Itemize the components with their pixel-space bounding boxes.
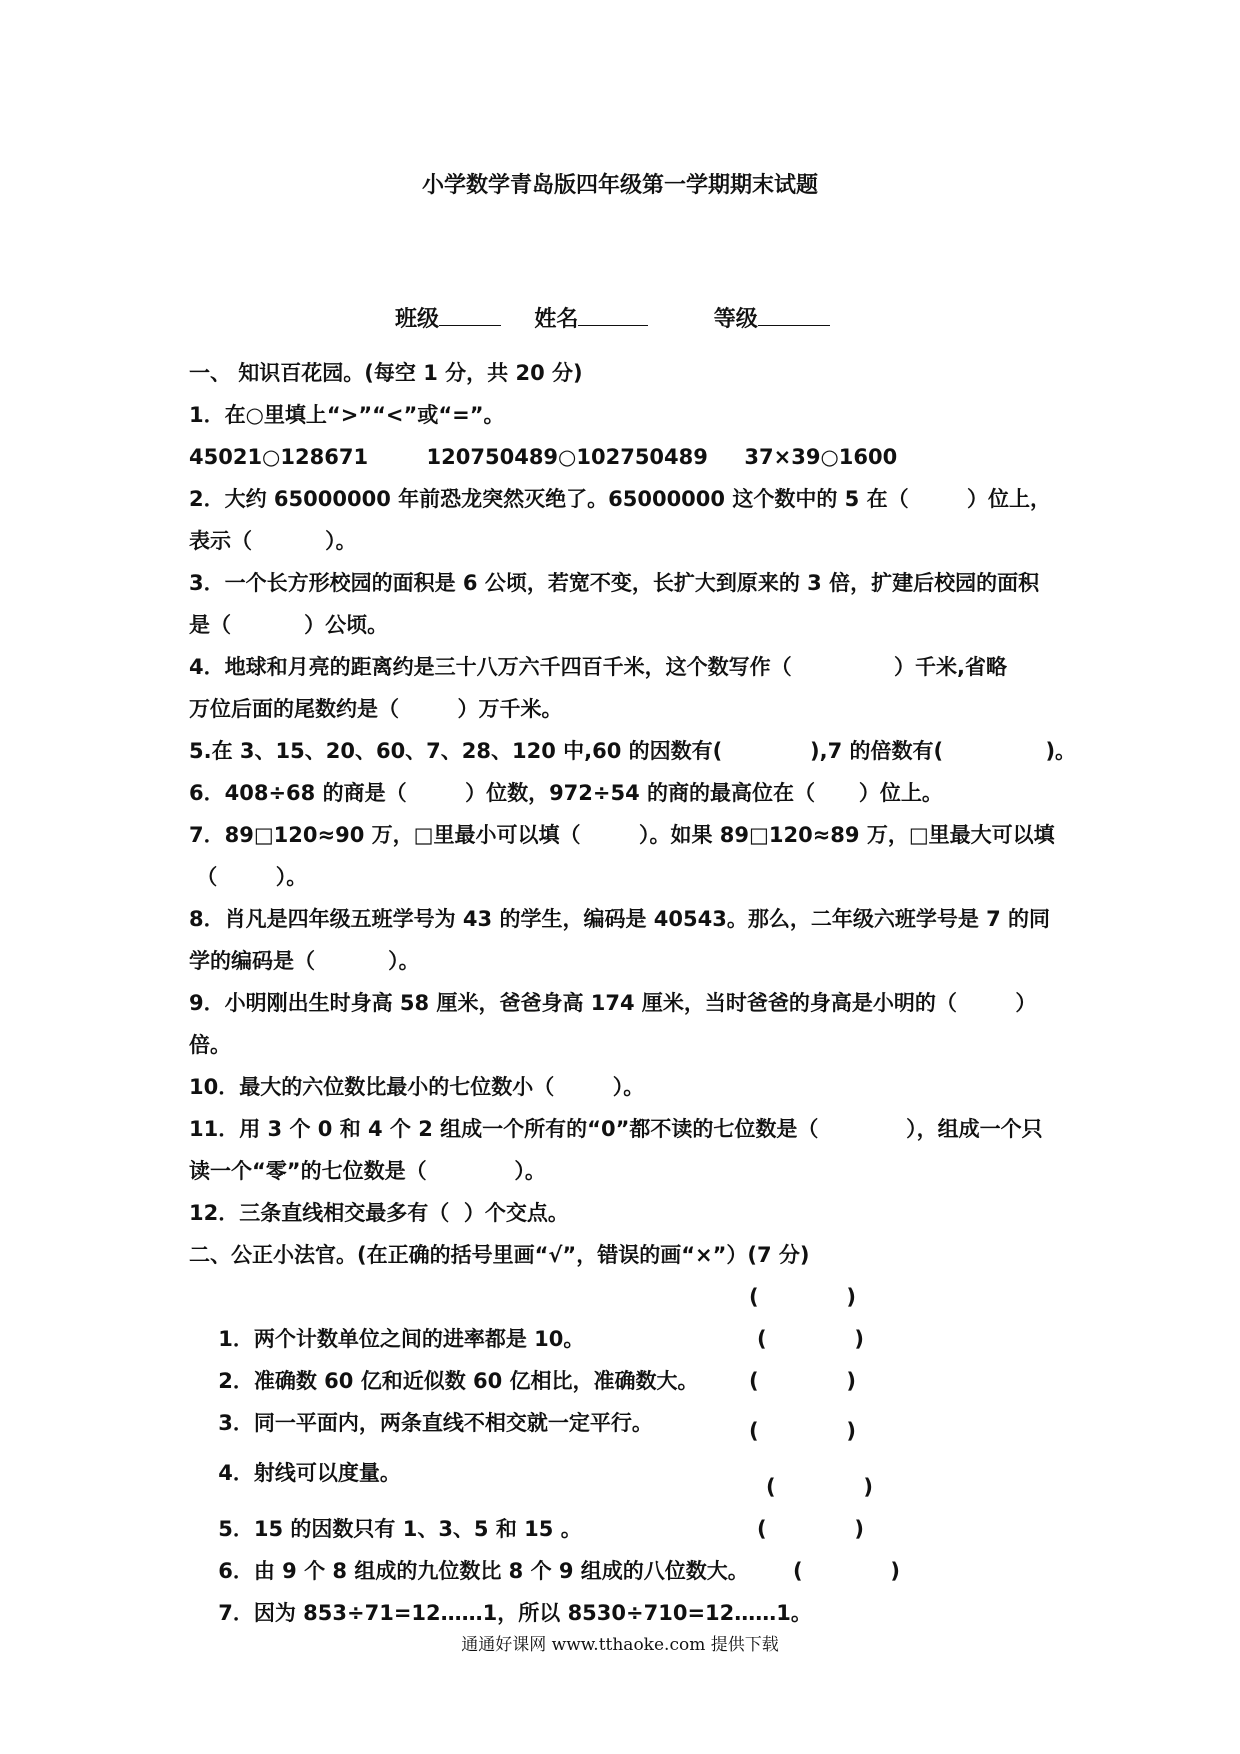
question-line: 读一个“零”的七位数是（ ）。 bbox=[189, 1159, 546, 1183]
grade-label: 等级 bbox=[713, 307, 758, 332]
judge-item bbox=[189, 1318, 1069, 1393]
answer-paren: ( ) bbox=[749, 1369, 856, 1393]
question-line: 学的编码是（ ）。 bbox=[189, 949, 420, 973]
judge-item bbox=[189, 1276, 1069, 1351]
judge-text: 5．15 的因数只有 1、3、5 和 15 。 bbox=[218, 1517, 582, 1541]
question-line: 是（ ）公顷。 bbox=[189, 613, 389, 637]
question-line: 9．小明刚出生时身高 58 厘米，爸爸身高 174 厘米，当时爸爸的身高是小明的（ ） bbox=[189, 991, 1037, 1015]
answer-paren: ( ) bbox=[766, 1475, 873, 1499]
name-blank bbox=[578, 303, 648, 326]
exam-content bbox=[189, 352, 1077, 1625]
question-line: 万位后面的尾数约是（ ）万千米。 bbox=[189, 697, 563, 721]
question-line: 4．地球和月亮的距离约是三十八万六千四百千米，这个数写作（ ）千米,省略 bbox=[189, 655, 1007, 679]
judge-text: 3．同一平面内，两条直线不相交就一定平行。 bbox=[218, 1411, 653, 1435]
section1-heading: 一、 知识百花园。(每空 1 分，共 20 分) bbox=[189, 361, 583, 385]
section2-heading: 二、公正小法官。(在正确的括号里画“√”，错误的画“×”）(7 分) bbox=[189, 1243, 810, 1267]
judge-item bbox=[189, 1360, 1069, 1435]
question-line: （ ）。 bbox=[189, 865, 308, 889]
question-line: 10．最大的六位数比最小的七位数小（ ）。 bbox=[189, 1075, 645, 1099]
grade-blank bbox=[758, 303, 830, 326]
question-line: 1．在○里填上“>”“<”或“=”。 bbox=[189, 403, 505, 427]
class-blank bbox=[439, 303, 501, 326]
question-line: 6．408÷68 的商是（ ）位数，972÷54 的商的最高位在（ ）位上。 bbox=[189, 781, 943, 805]
page-title: 小学数学青岛版四年级第一学期期末试题 bbox=[421, 173, 818, 198]
judge-text: 4．射线可以度量。 bbox=[218, 1461, 401, 1485]
judge-text: 1．两个计数单位之间的进率都是 10。 bbox=[218, 1327, 585, 1351]
judge-text: 6．由 9 个 8 组成的九位数比 8 个 9 组成的八位数大。 bbox=[218, 1559, 749, 1583]
question-line: 8．肖凡是四年级五班学号为 43 的学生，编码是 40543。那么，二年级六班学号是 7 的同 bbox=[189, 907, 1051, 931]
class-label: 班级 bbox=[395, 307, 440, 332]
question-line: 表示（ ）。 bbox=[189, 529, 357, 553]
question-line: 5.在 3、15、20、60、7、28、120 中,60 的因数有( ),7 的倍数有( )。 bbox=[189, 739, 1077, 763]
judge-text: 7．因为 853÷71=12……1，所以 8530÷710=12……1。 bbox=[218, 1601, 812, 1625]
answer-paren: ( ) bbox=[757, 1327, 864, 1351]
answer-paren: ( ) bbox=[793, 1559, 900, 1583]
question-line: 2．大约 65000000 年前恐龙突然灭绝了。65000000 这个数中的 5 在（ ）位上， bbox=[189, 487, 1052, 511]
answer-paren: ( ) bbox=[749, 1419, 856, 1443]
judge-text: 2．准确数 60 亿和近似数 60 亿相比，准确数大。 bbox=[218, 1369, 699, 1393]
answer-paren: ( ) bbox=[757, 1517, 864, 1541]
name-label: 姓名 bbox=[534, 307, 579, 332]
judge-item bbox=[189, 1466, 1069, 1541]
question-line: 7．89□120≈90 万，□里最小可以填（ ）。如果 89□120≈89 万，□里最大可以填 bbox=[189, 823, 1055, 847]
student-info-row bbox=[395, 302, 830, 333]
question-line: 12．三条直线相交最多有（ ）个交点。 bbox=[189, 1201, 569, 1225]
judge-item bbox=[189, 1410, 1069, 1485]
judge-item bbox=[189, 1550, 1069, 1625]
question-line: 倍。 bbox=[189, 1033, 231, 1057]
answer-paren: ( ) bbox=[749, 1285, 856, 1309]
question-line: 11．用 3 个 0 和 4 个 2 组成一个所有的“0”都不读的七位数是（ ），组成一个只 bbox=[189, 1117, 1043, 1141]
question-line: 45021○128671 120750489○102750489 37×39○1600 bbox=[189, 445, 898, 469]
footer-source: 通通好课网 www.tthaoke.com 提供下载 bbox=[461, 1635, 779, 1655]
judge-item bbox=[189, 1508, 1069, 1583]
question-line: 3．一个长方形校园的面积是 6 公顷，若宽不变，长扩大到原来的 3 倍，扩建后校园的面积 bbox=[189, 571, 1040, 595]
